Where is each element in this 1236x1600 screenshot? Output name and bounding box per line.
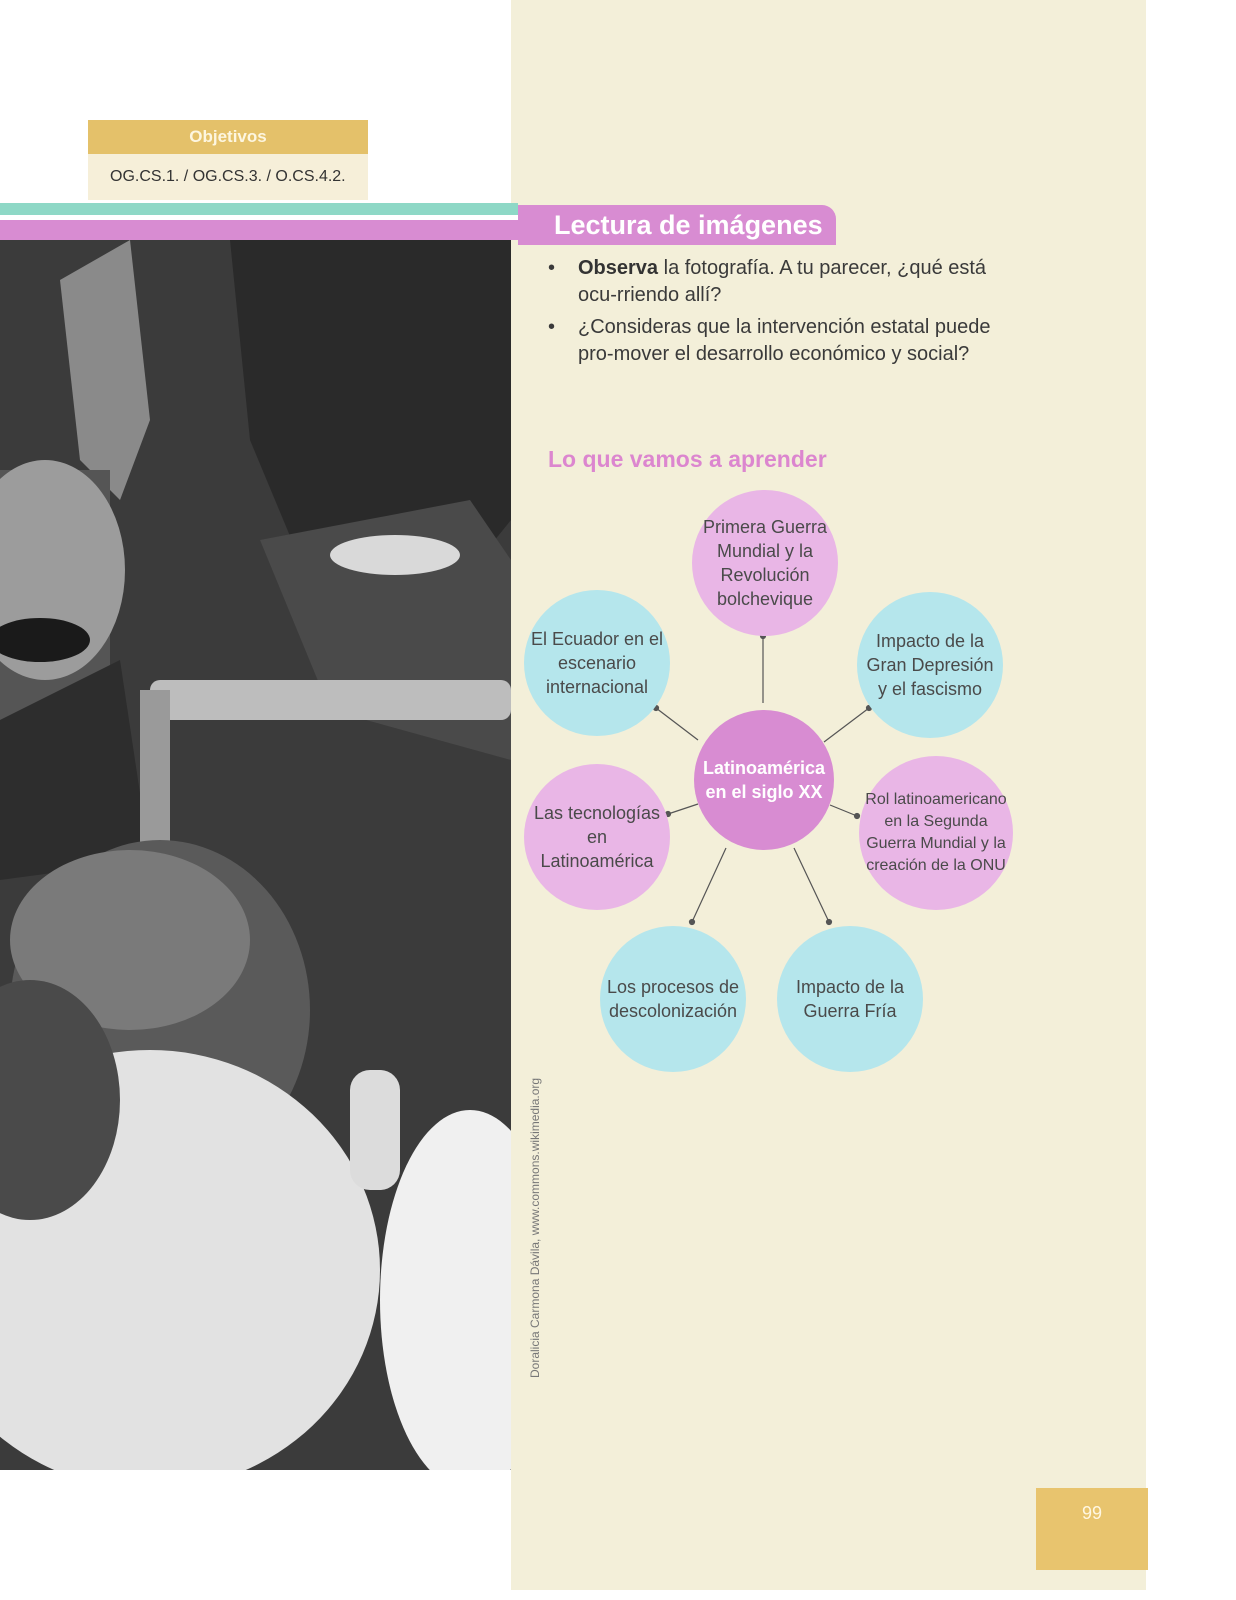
question-1-bold: Observa bbox=[578, 257, 659, 279]
concept-map bbox=[511, 490, 1071, 1110]
topic-node-descolonizacion bbox=[600, 926, 746, 1072]
topic-node-tecnologias bbox=[524, 764, 670, 910]
teal-stripe bbox=[0, 203, 518, 215]
section-heading-aprender: Lo que vamos a aprender bbox=[548, 446, 827, 472]
bullet-icon: • bbox=[548, 257, 556, 279]
topic-label: Impacto de la Gran Depresión y el fascismo bbox=[866, 631, 994, 699]
photo-credit: Doralicia Carmona Dávila, www.commons.wikimedia.org bbox=[528, 1077, 542, 1378]
center-topic-label: Latinoamérica en el siglo XX bbox=[702, 758, 826, 802]
question-1-text: la fotografía. A tu parecer, ¿qué está ocu-rriendo allí? bbox=[578, 257, 987, 306]
topic-node-guerra-fria bbox=[777, 926, 923, 1072]
topic-node-ecuador bbox=[524, 590, 670, 736]
topic-node-primera-guerra bbox=[692, 490, 838, 636]
question-2-text: ¿Consideras que la intervención estatal puede pro-mover el desarrollo económico y social? bbox=[578, 316, 991, 365]
topic-label: Primera Guerra Mundial y la Revolución bolchevique bbox=[702, 517, 828, 609]
objetivos-codes: OG.CS.1. / OG.CS.3. / O.CS.4.2. bbox=[88, 154, 368, 200]
center-topic-node bbox=[694, 710, 834, 850]
section-tab-lectura: Lectura de imágenes bbox=[518, 205, 836, 245]
historic-photo bbox=[0, 240, 511, 1470]
topic-label: Rol latinoamericano en la Segunda Guerra Mundial y la creación de la ONU bbox=[865, 791, 1007, 874]
bullet-icon: • bbox=[548, 316, 556, 338]
topic-label: Las tecnologías en Latinoamérica bbox=[533, 803, 661, 871]
question-2 bbox=[548, 314, 1018, 368]
objetivos-title: Objetivos bbox=[88, 120, 368, 154]
topic-label: Impacto de la Guerra Fría bbox=[795, 977, 905, 1021]
topic-label: Los procesos de descolonización bbox=[606, 977, 740, 1021]
topic-node-gran-depresion bbox=[857, 592, 1003, 738]
page-number: 99 bbox=[1036, 1488, 1148, 1570]
question-1 bbox=[548, 255, 1018, 309]
topic-node-segunda-guerra bbox=[859, 756, 1013, 910]
topic-label: El Ecuador en el escenario internacional bbox=[530, 629, 664, 697]
pink-stripe bbox=[0, 220, 518, 240]
